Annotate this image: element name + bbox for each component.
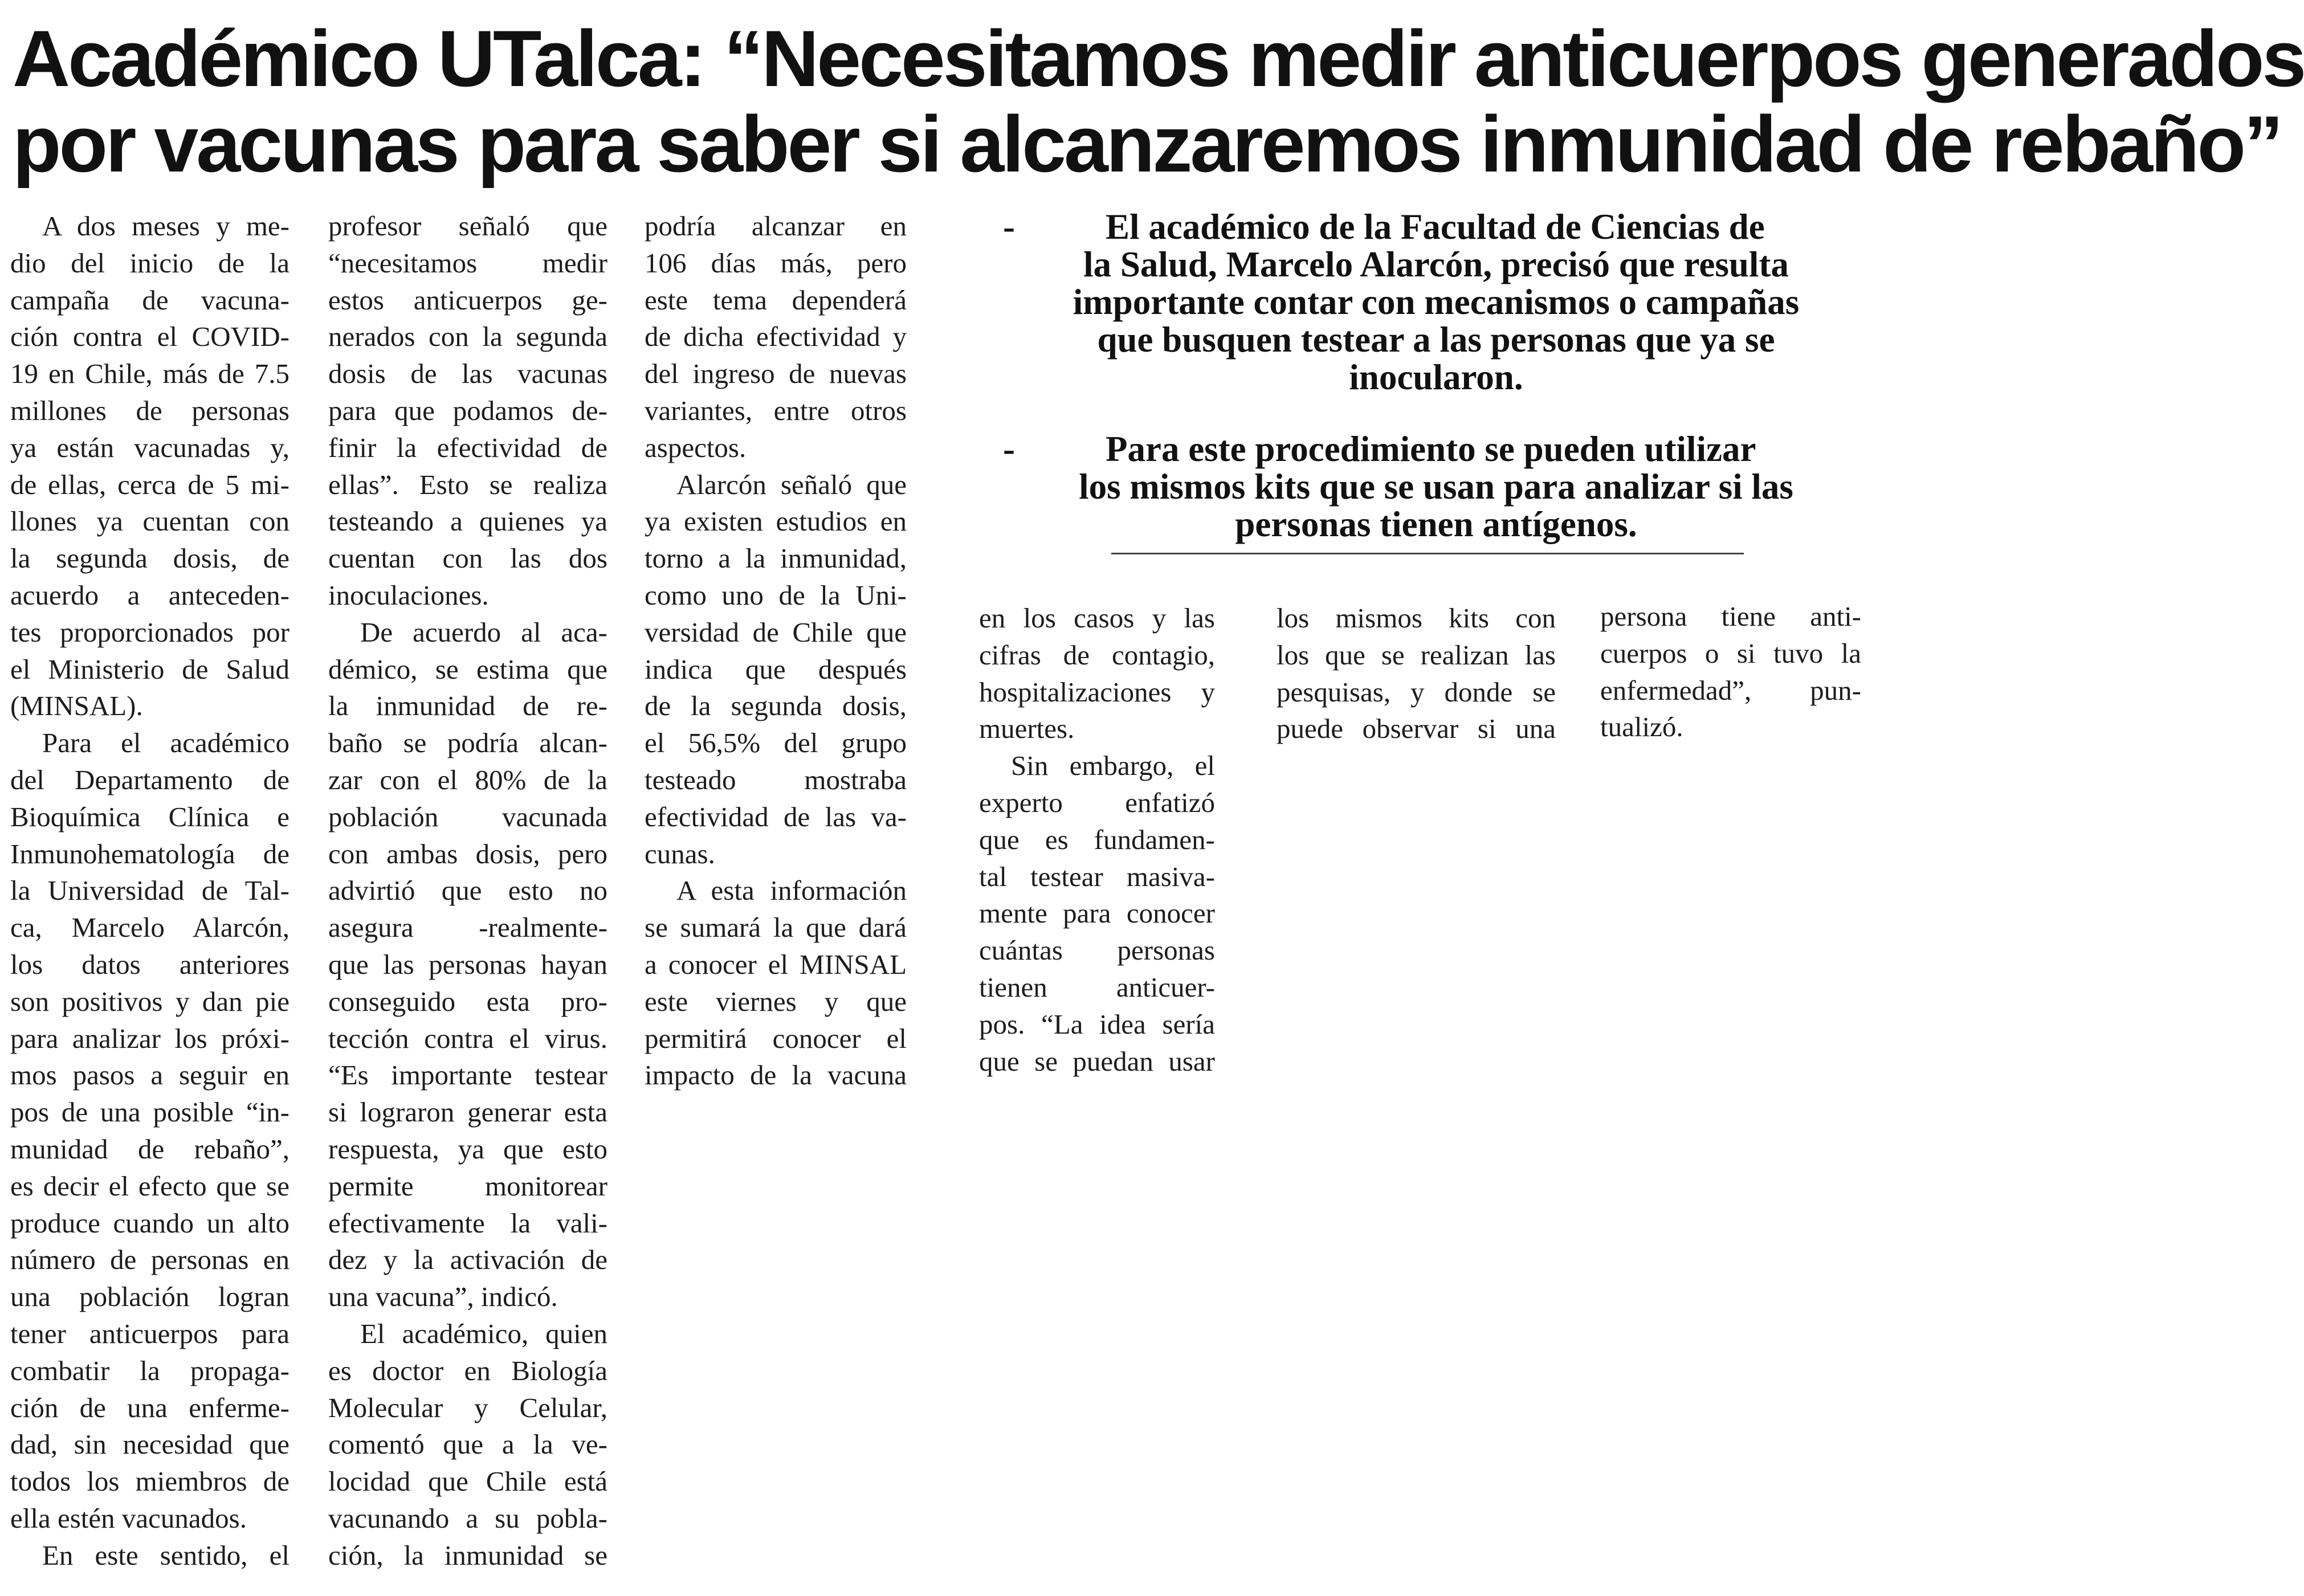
- text-line: todos los miembros de: [10, 1466, 289, 1497]
- text-line: dez y la activación de: [328, 1244, 607, 1276]
- text-line: variantes, entre otros: [645, 394, 907, 426]
- summary-line: la Salud, Marcelo Alarcón, precisó que resulta: [1083, 244, 1789, 284]
- text-line: que las personas hayan: [328, 948, 607, 980]
- text-line: son positivos y dan pie: [10, 985, 289, 1017]
- summary-item: [1003, 208, 1869, 396]
- text-line: campaña de vacuna-: [10, 284, 289, 316]
- text-line: del Departamento de: [10, 764, 289, 795]
- text-line: los datos anteriores: [10, 948, 289, 980]
- text-line: tienen anticuer-: [979, 971, 1215, 1003]
- text-line: 106 días más, pero: [645, 247, 907, 279]
- text-line: impacto de la vacuna: [645, 1059, 907, 1091]
- text-line: población vacunada: [328, 801, 607, 832]
- text-line: tal testear masiva-: [979, 860, 1215, 892]
- text-line: número de personas en: [10, 1244, 289, 1276]
- text-line: profesor señaló que: [328, 210, 607, 242]
- text-line: zar con el 80% de la: [328, 764, 607, 795]
- text-line: locidad que Chile está: [328, 1466, 607, 1497]
- text-line: que es fundamen-: [979, 823, 1215, 855]
- text-line: es decir el efecto que se: [10, 1170, 289, 1202]
- text-line: produce cuando un alto: [10, 1207, 289, 1239]
- text-line: pos. “La idea sería: [979, 1008, 1215, 1040]
- summary-line: El académico de la Facultad de Ciencias de: [1106, 207, 1765, 247]
- summary-line: Para este procedimiento se pueden utilizar: [1106, 429, 1756, 469]
- text-line: estos anticuerpos ge-: [328, 284, 607, 316]
- text-line: puede observar si una: [1277, 713, 1556, 745]
- text-line: una vacuna”, indicó.: [328, 1281, 558, 1313]
- text-line: dad, sin necesidad que: [10, 1428, 289, 1460]
- text-line: inoculaciones.: [328, 579, 489, 611]
- article-column-3: [645, 208, 907, 1094]
- text-line: este tema dependerá: [645, 284, 907, 316]
- text-line: A dos meses y me-: [42, 210, 289, 242]
- text-line: “necesitamos medir: [328, 247, 607, 279]
- text-line: El académico, quien: [360, 1317, 607, 1349]
- text-line: tualizó.: [1600, 711, 1683, 743]
- headline-line: por vacunas para saber si alcanzaremos inmunidad de rebaño”: [13, 99, 2282, 189]
- text-line: la inmunidad de re-: [328, 690, 607, 722]
- text-line: ción, la inmunidad se: [328, 1539, 607, 1571]
- text-line: (MINSAL).: [10, 690, 143, 722]
- text-line: tener anticuerpos para: [10, 1317, 289, 1349]
- text-line: el 56,5% del grupo: [645, 727, 907, 759]
- summary-line: personas tienen antígenos.: [1235, 504, 1637, 544]
- text-line: nerados con la segunda: [328, 321, 607, 353]
- text-line: ellas”. Esto se realiza: [328, 468, 607, 500]
- text-line: baño se podría alcan-: [328, 727, 607, 759]
- text-line: la segunda dosis, de: [10, 542, 289, 574]
- text-line: comentó que a la ve-: [328, 1428, 607, 1460]
- summary-divider: [1111, 553, 1744, 554]
- text-line: 19 en Chile, más de 7.5: [10, 358, 289, 390]
- text-line: ción contra el COVID-: [10, 321, 289, 353]
- article-column-6: [1600, 598, 1861, 746]
- text-line: Sin embargo, el: [1011, 750, 1215, 782]
- text-line: Bioquímica Clínica e: [10, 801, 289, 832]
- text-line: A esta información: [676, 875, 907, 907]
- text-line: Molecular y Celular,: [328, 1391, 607, 1423]
- text-line: con ambas dosis, pero: [328, 838, 607, 870]
- text-line: dosis de las vacunas: [328, 358, 607, 390]
- text-line: cuántas personas: [979, 934, 1215, 966]
- text-line: los mismos kits con: [1277, 602, 1556, 634]
- headline-line: Académico UTalca: “Necesitamos medir anticuerpos generados: [13, 14, 2304, 103]
- text-line: cifras de contagio,: [979, 639, 1215, 671]
- text-line: en los casos y las: [979, 602, 1215, 634]
- text-line: testeado mostraba: [645, 764, 907, 795]
- text-line: tección contra el virus.: [328, 1022, 607, 1054]
- article-column-4: [979, 600, 1215, 1080]
- text-line: torno a la inmunidad,: [645, 542, 907, 574]
- text-line: Para el académico: [42, 727, 289, 759]
- article-column-2: [328, 208, 607, 1574]
- summary-line: importante contar con mecanismos o campañas: [1073, 282, 1800, 322]
- text-line: podría alcanzar en: [645, 210, 907, 242]
- text-line: testeando a quienes ya: [328, 505, 607, 537]
- summary-line: los mismos kits que se usan para analizar si las: [1079, 467, 1793, 507]
- text-line: de ellas, cerca de 5 mi-: [10, 468, 289, 500]
- text-line: para que podamos de-: [328, 394, 607, 426]
- text-line: ya existen estudios en: [645, 505, 907, 537]
- text-line: que se puedan usar: [979, 1045, 1215, 1077]
- text-line: de dicha efectividad y: [645, 321, 907, 353]
- text-line: los que se realizan las: [1277, 639, 1556, 671]
- text-line: una población logran: [10, 1281, 289, 1313]
- text-line: a conocer el MINSAL: [645, 948, 907, 980]
- text-line: si lograron generar esta: [328, 1096, 607, 1128]
- text-line: cunas.: [645, 838, 715, 870]
- headline: [13, 14, 2304, 189]
- text-line: se sumará la que dará: [645, 912, 907, 944]
- text-line: ción de una enfermе-: [10, 1391, 289, 1423]
- text-line: cuerpos o si tuvo la: [1600, 637, 1861, 669]
- text-line: démico, se estima que: [328, 653, 607, 685]
- text-line: persona tiene anti-: [1600, 601, 1861, 632]
- text-line: permitirá conocer el: [645, 1022, 907, 1054]
- summary-dash: -: [1003, 207, 1015, 247]
- text-line: Alarcón señaló que: [676, 468, 907, 500]
- text-line: “Es importante testear: [328, 1059, 607, 1091]
- text-line: De acuerdo al aca-: [360, 616, 607, 648]
- text-line: la Universidad de Tal-: [10, 875, 289, 907]
- text-line: combatir la propaga-: [10, 1354, 289, 1386]
- text-line: como uno de la Uni-: [645, 579, 907, 611]
- text-line: del ingreso de nuevas: [645, 358, 907, 390]
- text-line: enfermedad”, pun-: [1600, 674, 1861, 706]
- text-line: mos pasos a seguir en: [10, 1059, 289, 1091]
- text-line: conseguido esta pro-: [328, 985, 607, 1017]
- summary-box: [1003, 208, 1869, 577]
- text-line: dio del inicio de la: [10, 247, 289, 279]
- text-line: indica que después: [645, 653, 907, 685]
- summary-dash: -: [1003, 429, 1015, 469]
- text-line: asegura -realmente-: [328, 912, 607, 944]
- text-line: tes proporcionados por: [10, 616, 289, 648]
- text-line: millones de personas: [10, 394, 289, 426]
- text-line: aspectos.: [645, 431, 747, 463]
- text-line: respuesta, ya que esto: [328, 1133, 607, 1165]
- text-line: muertes.: [979, 713, 1075, 745]
- text-line: En este sentido, el: [42, 1539, 289, 1571]
- text-line: permite monitorear: [328, 1170, 607, 1202]
- text-line: efectividad de las va-: [645, 801, 907, 832]
- text-line: advirtió que esto no: [328, 875, 607, 907]
- text-line: pesquisas, y donde se: [1277, 676, 1556, 708]
- text-line: es doctor en Biología: [328, 1354, 607, 1386]
- text-line: pos de una posible “in-: [10, 1096, 289, 1128]
- text-line: experto enfatizó: [979, 786, 1215, 818]
- text-line: vacunando a su pobla-: [328, 1502, 607, 1534]
- summary-line: inocularon.: [1349, 357, 1523, 397]
- text-line: hospitalizaciones y: [979, 676, 1215, 708]
- summary-item: [1003, 430, 1869, 543]
- text-line: ella estén vacunados.: [10, 1502, 247, 1534]
- text-line: versidad de Chile que: [645, 616, 907, 648]
- text-line: munidad de rebaño”,: [10, 1133, 289, 1165]
- summary-line: que busquen testear a las personas que ya se: [1097, 320, 1775, 360]
- text-line: llones ya cuentan con: [10, 505, 289, 537]
- text-line: cuentan con las dos: [328, 542, 607, 574]
- text-line: de la segunda dosis,: [645, 690, 907, 722]
- text-line: este viernes y que: [645, 985, 907, 1017]
- text-line: finir la efectividad de: [328, 431, 607, 463]
- text-line: mente para conocer: [979, 897, 1215, 929]
- article-column-1: [10, 208, 289, 1574]
- text-line: acuerdo a anteceden-: [10, 579, 289, 611]
- text-line: Inmunohematología de: [10, 838, 289, 870]
- text-line: efectivamente la vali-: [328, 1207, 607, 1239]
- text-line: ya están vacunadas y,: [10, 431, 289, 463]
- text-line: ca, Marcelo Alarcón,: [10, 912, 289, 944]
- article-column-5: [1277, 600, 1556, 748]
- text-line: el Ministerio de Salud: [10, 653, 289, 685]
- text-line: para analizar los próxi-: [10, 1022, 289, 1054]
